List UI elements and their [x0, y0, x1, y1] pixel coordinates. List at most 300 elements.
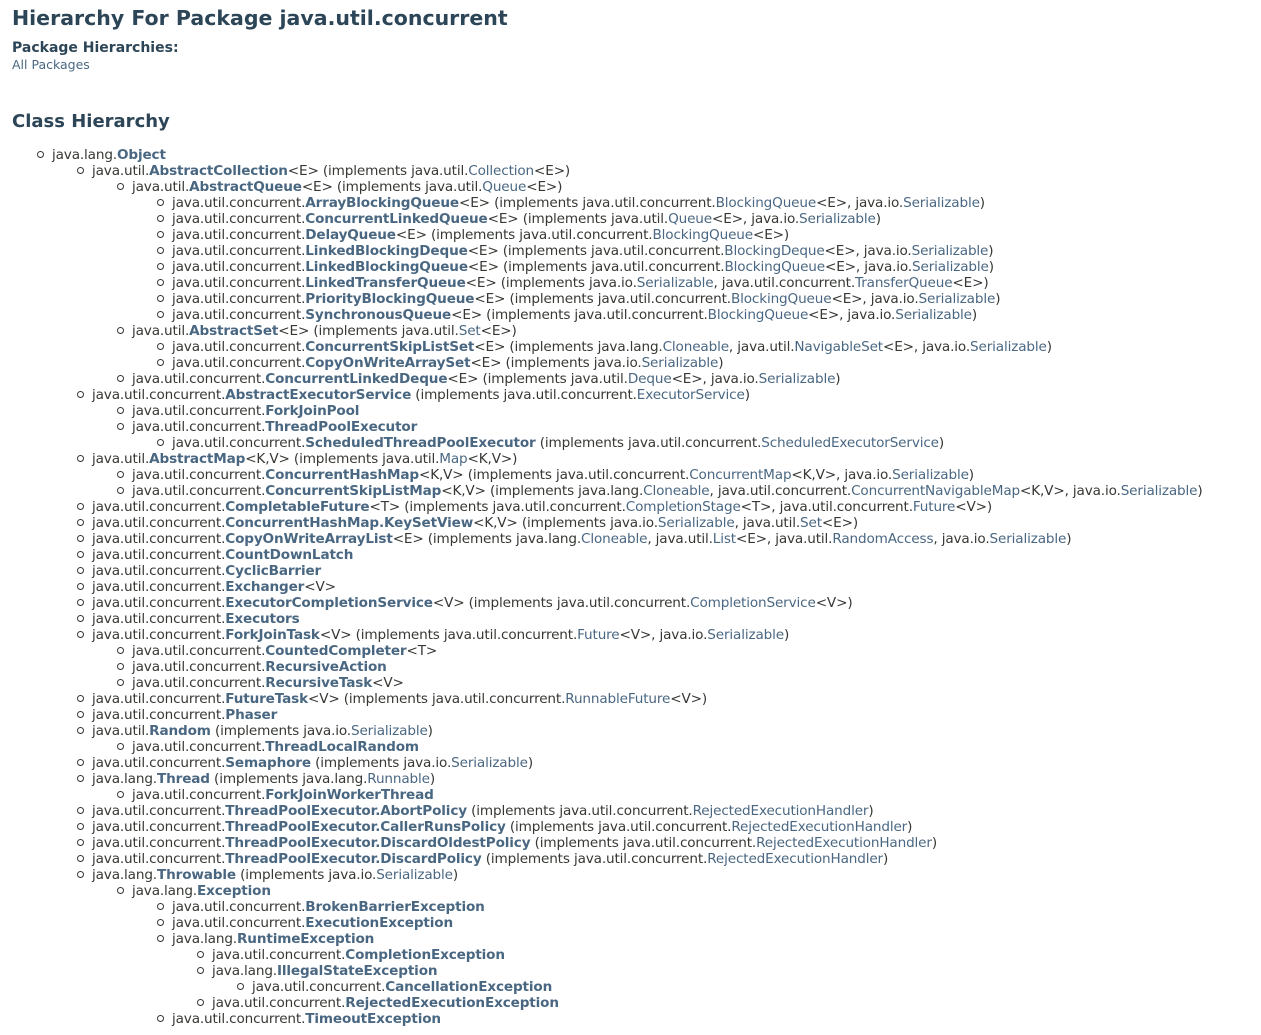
hierarchy-entry	[92, 579, 336, 595]
interface-link[interactable]: Serializable	[657, 515, 735, 531]
interface-link[interactable]: Serializable	[376, 867, 453, 883]
class-link[interactable]: SynchronousQueue	[305, 307, 452, 323]
class-link[interactable]: PriorityBlockingQueue	[305, 291, 475, 307]
class-link[interactable]: ExecutorCompletionService	[225, 595, 433, 611]
text-fragment: java.lang.	[212, 963, 277, 979]
text-fragment: java.util.concurrent.	[92, 627, 226, 643]
text-fragment: (implements java.util.concurrent.	[466, 803, 693, 819]
interface-link[interactable]: Cloneable	[662, 339, 729, 355]
interface-link[interactable]: Serializable	[799, 211, 876, 227]
interface-link[interactable]: Set	[800, 515, 822, 531]
hierarchy-row	[0, 387, 1261, 403]
interface-link[interactable]: RunnableFuture	[565, 691, 671, 707]
text-fragment: )	[971, 307, 978, 323]
text-fragment: <V>)	[670, 691, 708, 707]
text-fragment: java.util.	[92, 163, 150, 179]
text-fragment: (implements java.util.concurrent.	[411, 387, 637, 403]
class-link[interactable]: ConcurrentLinkedDeque	[265, 371, 448, 387]
text-fragment: <E> (implements java.lang.	[392, 531, 581, 547]
bullet-icon	[77, 759, 84, 766]
bullet-icon	[157, 215, 164, 222]
all-packages-link[interactable]: All Packages	[12, 57, 90, 72]
text-fragment: , java.util.concurrent.	[713, 275, 856, 291]
class-link[interactable]: ConcurrentLinkedQueue	[305, 211, 488, 227]
hierarchy-entry	[172, 915, 453, 931]
bullet-icon	[77, 519, 84, 526]
hierarchy-row	[0, 451, 1261, 467]
bullet-icon	[77, 599, 84, 606]
text-fragment: <E> (implements java.util.concurrent.	[458, 195, 716, 211]
hierarchy-row	[0, 707, 1261, 723]
hierarchy-row	[0, 291, 1261, 307]
bullet-icon	[77, 615, 84, 622]
class-link[interactable]: IllegalStateException	[276, 963, 438, 979]
text-fragment: <K,V> (implements java.util.	[245, 451, 440, 467]
hierarchy-entry	[132, 483, 1203, 499]
hierarchy-entry	[132, 371, 840, 387]
hierarchy-row	[0, 979, 1261, 995]
interface-link[interactable]: Serializable	[1120, 483, 1198, 499]
text-fragment: java.util.concurrent.	[172, 899, 306, 915]
text-fragment: java.util.concurrent.	[92, 499, 226, 515]
hierarchy-entry	[172, 291, 1000, 307]
class-link[interactable]: Throwable	[156, 867, 236, 883]
bullet-icon	[117, 647, 124, 654]
text-fragment: <E>, java.util.	[735, 531, 833, 547]
text-fragment: java.util.concurrent.	[92, 835, 226, 851]
text-fragment: java.util.concurrent.	[132, 419, 266, 435]
text-fragment: java.util.concurrent.	[132, 483, 266, 499]
interface-link[interactable]: Deque	[627, 371, 672, 387]
hierarchy-entry	[132, 403, 359, 419]
text-fragment: java.util.concurrent.	[212, 995, 346, 1011]
hierarchy-row	[0, 323, 1261, 339]
hierarchy-entry	[172, 195, 985, 211]
text-fragment: )	[1197, 483, 1203, 499]
class-link[interactable]: CopyOnWriteArraySet	[305, 355, 471, 371]
bullet-icon	[197, 967, 204, 974]
interface-link[interactable]: Future	[577, 627, 620, 643]
interface-link[interactable]: CompletionService	[690, 595, 816, 611]
text-fragment: (implements java.io.	[235, 867, 377, 883]
hierarchy-entry	[172, 355, 723, 371]
interface-link[interactable]: Set	[458, 323, 481, 339]
class-link[interactable]: CancellationException	[385, 979, 553, 995]
hierarchy-row	[0, 995, 1261, 1011]
interface-link[interactable]: Future	[912, 499, 956, 515]
text-fragment: <E>)	[821, 515, 858, 531]
hierarchy-entry	[172, 227, 789, 243]
hierarchy-row	[0, 643, 1261, 659]
class-link[interactable]: Random	[149, 723, 211, 739]
interface-link[interactable]: RejectedExecutionHandler	[731, 819, 908, 835]
text-fragment: <V>	[304, 579, 336, 595]
text-fragment: java.util.concurrent.	[92, 547, 226, 563]
hierarchy-entry	[92, 547, 353, 563]
class-link[interactable]: AbstractMap	[149, 451, 246, 467]
text-fragment: <E>)	[752, 227, 790, 243]
hierarchy-entry	[132, 883, 271, 899]
hierarchy-entry	[92, 563, 321, 579]
interface-link[interactable]: ConcurrentMap	[689, 467, 792, 483]
hierarchy-entry	[252, 979, 552, 995]
class-link[interactable]: RecursiveTask	[265, 675, 373, 691]
hierarchy-row	[0, 259, 1261, 275]
hierarchy-entry	[92, 531, 1071, 547]
class-link[interactable]: ConcurrentSkipListSet	[305, 339, 475, 355]
text-fragment: <T>	[406, 643, 438, 659]
text-fragment: <V>, java.io.	[619, 627, 708, 643]
hierarchy-row	[0, 627, 1261, 643]
text-fragment: <E> (implements java.util.concurrent.	[467, 243, 725, 259]
hierarchy-row	[0, 563, 1261, 579]
text-fragment: )	[907, 819, 913, 835]
class-link[interactable]: CyclicBarrier	[225, 563, 322, 579]
text-fragment: )	[931, 835, 937, 851]
class-link[interactable]: Phaser	[225, 707, 278, 723]
text-fragment: java.lang.	[132, 883, 197, 899]
hierarchy-entry	[132, 467, 974, 483]
interface-link[interactable]: Cloneable	[581, 531, 648, 547]
text-fragment: java.lang.	[52, 147, 117, 163]
class-link[interactable]: LinkedBlockingQueue	[305, 259, 468, 275]
text-fragment: java.util.concurrent.	[132, 403, 266, 419]
text-fragment: <V>)	[815, 595, 853, 611]
class-link[interactable]: AbstractSet	[189, 323, 279, 339]
interface-link[interactable]: RejectedExecutionHandler	[692, 803, 869, 819]
text-fragment: (implements java.io.	[210, 723, 351, 739]
interface-link[interactable]: Map	[439, 451, 468, 467]
hierarchy-row	[0, 771, 1261, 787]
class-link[interactable]: ThreadPoolExecutor	[265, 419, 418, 435]
bullet-icon	[157, 359, 164, 366]
interface-link[interactable]: RandomAccess	[832, 531, 934, 547]
text-fragment: java.util.concurrent.	[92, 595, 226, 611]
bullet-icon	[197, 951, 204, 958]
bullet-icon	[237, 983, 244, 990]
text-fragment: java.util.concurrent.	[92, 531, 226, 547]
text-fragment: )	[995, 291, 1001, 307]
bullet-icon	[157, 263, 164, 270]
interface-link[interactable]: Runnable	[367, 771, 430, 787]
hierarchy-entry	[172, 435, 944, 451]
class-link[interactable]: CompletableFuture	[225, 499, 370, 515]
interface-link[interactable]: Serializable	[451, 755, 528, 771]
hierarchy-entry	[212, 963, 437, 979]
hierarchy-entry	[132, 739, 419, 755]
bullet-icon	[117, 663, 124, 670]
text-fragment: <K,V> (implements java.io.	[473, 515, 658, 531]
bullet-icon	[117, 679, 124, 686]
text-fragment: )	[429, 771, 436, 787]
interface-link[interactable]: Serializable	[903, 195, 980, 211]
bullet-icon	[157, 919, 164, 926]
bullet-icon	[77, 775, 84, 782]
bullet-icon	[77, 807, 84, 814]
hierarchy-row	[0, 179, 1261, 195]
class-link[interactable]: RejectedExecutionException	[345, 995, 559, 1011]
hierarchy-row	[0, 659, 1261, 675]
hierarchy-row	[0, 499, 1261, 515]
text-fragment: java.util.concurrent.	[172, 435, 306, 451]
bullet-icon	[77, 855, 84, 862]
text-fragment: <E> (implements java.util.	[447, 371, 628, 387]
text-fragment: java.util.concurrent.	[132, 643, 266, 659]
class-link[interactable]: RuntimeException	[236, 931, 375, 947]
interface-link[interactable]: Serializable	[641, 355, 719, 371]
bullet-icon	[77, 535, 84, 542]
interface-link[interactable]: Serializable	[892, 467, 969, 483]
interface-link[interactable]: RejectedExecutionHandler	[707, 851, 883, 867]
interface-link[interactable]: Serializable	[350, 723, 428, 739]
text-fragment: <E>)	[480, 323, 517, 339]
text-fragment: java.util.concurrent.	[92, 579, 226, 595]
interface-link[interactable]: BlockingQueue	[724, 259, 825, 275]
class-link[interactable]: ConcurrentHashMap	[265, 467, 419, 483]
bullet-icon	[77, 871, 84, 878]
text-fragment: )	[427, 723, 433, 739]
text-fragment: java.util.concurrent.	[172, 227, 306, 243]
hierarchy-row	[0, 403, 1261, 419]
interface-link[interactable]: Collection	[468, 163, 535, 179]
interface-link[interactable]: ConcurrentNavigableMap	[851, 483, 1020, 499]
text-fragment: )	[882, 851, 889, 867]
text-fragment: <K,V>, java.io.	[791, 467, 893, 483]
bullet-icon	[117, 327, 124, 334]
hierarchy-entry	[92, 163, 570, 179]
interface-link[interactable]: Queue	[482, 179, 527, 195]
text-fragment: <E> (implements java.util.	[287, 163, 469, 179]
hierarchy-entry	[92, 691, 707, 707]
class-link[interactable]: ThreadPoolExecutor.DiscardOldestPolicy	[225, 835, 531, 851]
hierarchy-row	[0, 851, 1261, 867]
class-link[interactable]: AbstractExecutorService	[225, 387, 412, 403]
class-link[interactable]: Thread	[156, 771, 210, 787]
class-link[interactable]: Object	[116, 147, 166, 163]
hierarchy-row	[0, 515, 1261, 531]
hierarchy-entry	[212, 947, 505, 963]
class-hierarchy-title: Class Hierarchy	[12, 111, 170, 132]
hierarchy-entry	[172, 931, 374, 947]
text-fragment: )	[868, 803, 874, 819]
hierarchy-row	[0, 755, 1261, 771]
hierarchy-entry	[172, 243, 993, 259]
class-link[interactable]: ThreadLocalRandom	[265, 739, 419, 755]
hierarchy-entry	[92, 499, 992, 515]
interface-link[interactable]: TransferQueue	[855, 275, 953, 291]
text-fragment: (implements java.util.concurrent.	[481, 851, 708, 867]
hierarchy-entry	[132, 323, 517, 339]
class-link[interactable]: ArrayBlockingQueue	[305, 195, 459, 211]
class-link[interactable]: ExecutionException	[305, 915, 453, 931]
class-link[interactable]: CopyOnWriteArrayList	[225, 531, 393, 547]
text-fragment: <E>, java.io.	[824, 259, 913, 275]
class-link[interactable]: ForkJoinTask	[225, 627, 320, 643]
class-link[interactable]: CountedCompleter	[265, 643, 407, 659]
class-link[interactable]: Exception	[196, 883, 271, 899]
text-fragment: (implements java.io.	[310, 755, 452, 771]
interface-link[interactable]: Serializable	[636, 275, 714, 291]
class-link[interactable]: ConcurrentHashMap.KeySetView	[225, 515, 474, 531]
interface-link[interactable]: Serializable	[758, 371, 836, 387]
text-fragment: <V> (implements java.util.concurrent.	[319, 627, 578, 643]
class-link[interactable]: ThreadPoolExecutor.DiscardPolicy	[225, 851, 482, 867]
interface-link[interactable]: Serializable	[707, 627, 784, 643]
text-fragment: java.util.concurrent.	[212, 947, 346, 963]
hierarchy-entry	[172, 339, 1052, 355]
class-link[interactable]: AbstractQueue	[189, 179, 302, 195]
interface-link[interactable]: Serializable	[918, 291, 996, 307]
class-link[interactable]: FutureTask	[225, 691, 308, 707]
hierarchy-row	[0, 835, 1261, 851]
text-fragment: <E> (implements java.util.concurrent.	[451, 307, 708, 323]
text-fragment: <T>, java.util.concurrent.	[740, 499, 913, 515]
text-fragment: <K,V> (implements java.util.concurrent.	[418, 467, 690, 483]
interface-link[interactable]: BlockingQueue	[707, 307, 809, 323]
interface-link[interactable]: Serializable	[912, 259, 989, 275]
hierarchy-entry	[92, 387, 750, 403]
hierarchy-row	[0, 243, 1261, 259]
class-link[interactable]: DelayQueue	[305, 227, 396, 243]
text-fragment: java.util.concurrent.	[92, 707, 226, 723]
text-fragment: (implements java.util.concurrent.	[535, 435, 762, 451]
text-fragment: (implements java.lang.	[209, 771, 368, 787]
hierarchy-row	[0, 483, 1261, 499]
class-link[interactable]: Executors	[225, 611, 300, 627]
class-hierarchy-tree	[0, 147, 1261, 1027]
text-fragment: <E> (implements java.util.concurrent.	[467, 259, 725, 275]
hierarchy-entry	[212, 995, 559, 1011]
hierarchy-row	[0, 947, 1261, 963]
class-link[interactable]: ThreadPoolExecutor.CallerRunsPolicy	[225, 819, 506, 835]
interface-link[interactable]: Serializable	[989, 531, 1067, 547]
class-link[interactable]: BrokenBarrierException	[305, 899, 485, 915]
text-fragment: java.util.	[132, 179, 190, 195]
class-link[interactable]: TimeoutException	[305, 1011, 441, 1027]
bullet-icon	[77, 839, 84, 846]
text-fragment: java.util.concurrent.	[92, 387, 226, 403]
interface-link[interactable]: List	[712, 531, 736, 547]
class-link[interactable]: ConcurrentSkipListMap	[265, 483, 442, 499]
bullet-icon	[77, 455, 84, 462]
text-fragment: <E>, java.io.	[808, 307, 896, 323]
bullet-icon	[37, 151, 44, 158]
class-link[interactable]: ForkJoinPool	[265, 403, 360, 419]
text-fragment: <K,V> (implements java.lang.	[441, 483, 644, 499]
hierarchy-row	[0, 467, 1261, 483]
text-fragment: <E>)	[526, 179, 563, 195]
class-link[interactable]: CountDownLatch	[225, 547, 354, 563]
class-link[interactable]: AbstractCollection	[149, 163, 288, 179]
interface-link[interactable]: RejectedExecutionHandler	[756, 835, 932, 851]
bullet-icon	[117, 423, 124, 430]
hierarchy-entry	[92, 803, 874, 819]
package-hierarchies-label: Package Hierarchies:	[12, 40, 179, 56]
text-fragment: <K,V>)	[467, 451, 518, 467]
text-fragment: <E>)	[534, 163, 571, 179]
text-fragment: java.util.concurrent.	[172, 1011, 306, 1027]
interface-link[interactable]: CompletionStage	[625, 499, 741, 515]
text-fragment: java.util.concurrent.	[92, 803, 226, 819]
hierarchy-entry	[92, 627, 789, 643]
text-fragment: java.util.concurrent.	[132, 467, 266, 483]
hierarchy-row	[0, 883, 1261, 899]
hierarchy-row	[0, 195, 1261, 211]
bullet-icon	[77, 823, 84, 830]
class-link[interactable]: LinkedTransferQueue	[305, 275, 466, 291]
text-fragment: <E> (implements java.util.	[278, 323, 459, 339]
text-fragment: java.util.concurrent.	[172, 211, 306, 227]
bullet-icon	[77, 567, 84, 574]
text-fragment: )	[938, 435, 945, 451]
interface-link[interactable]: Serializable	[911, 243, 989, 259]
hierarchy-entry	[172, 1011, 441, 1027]
interface-link[interactable]: Serializable	[895, 307, 972, 323]
text-fragment: java.util.concurrent.	[172, 339, 306, 355]
class-link[interactable]: ThreadPoolExecutor.AbortPolicy	[225, 803, 467, 819]
text-fragment: java.util.	[132, 323, 190, 339]
class-link[interactable]: ForkJoinWorkerThread	[265, 787, 434, 803]
text-fragment: java.util.concurrent.	[92, 819, 226, 835]
text-fragment: java.lang.	[172, 931, 237, 947]
hierarchy-row	[0, 211, 1261, 227]
bullet-icon	[117, 407, 124, 414]
interface-link[interactable]: BlockingDeque	[724, 243, 825, 259]
bullet-icon	[77, 391, 84, 398]
text-fragment: java.util.concurrent.	[92, 691, 226, 707]
interface-link[interactable]: ExecutorService	[636, 387, 745, 403]
class-link[interactable]: LinkedBlockingDeque	[305, 243, 468, 259]
hierarchy-row	[0, 339, 1261, 355]
hierarchy-row	[0, 723, 1261, 739]
hierarchy-row	[0, 915, 1261, 931]
text-fragment: , java.util.	[728, 339, 795, 355]
text-fragment: )	[527, 755, 533, 771]
hierarchy-entry	[92, 835, 937, 851]
bullet-icon	[157, 199, 164, 206]
interface-link[interactable]: BlockingQueue	[730, 291, 832, 307]
class-link[interactable]: RecursiveAction	[265, 659, 387, 675]
bullet-icon	[157, 279, 164, 286]
text-fragment: <E>, java.io.	[831, 291, 919, 307]
hierarchy-row	[0, 899, 1261, 915]
class-link[interactable]: CompletionException	[345, 947, 505, 963]
text-fragment: )	[452, 867, 459, 883]
interface-link[interactable]: ScheduledExecutorService	[761, 435, 939, 451]
bullet-icon	[117, 743, 124, 750]
text-fragment: java.util.concurrent.	[92, 563, 226, 579]
text-fragment: , java.io.	[933, 531, 990, 547]
hierarchy-entry	[92, 771, 435, 787]
interface-link[interactable]: BlockingQueue	[652, 227, 753, 243]
interface-link[interactable]: BlockingQueue	[715, 195, 817, 211]
interface-link[interactable]: NavigableSet	[794, 339, 883, 355]
class-link[interactable]: ScheduledThreadPoolExecutor	[305, 435, 536, 451]
class-link[interactable]: Exchanger	[225, 579, 305, 595]
hierarchy-entry	[172, 259, 994, 275]
bullet-icon	[197, 999, 204, 1006]
hierarchy-entry	[92, 755, 533, 771]
text-fragment: <V>	[372, 675, 404, 691]
hierarchy-entry	[132, 179, 562, 195]
class-link[interactable]: Semaphore	[225, 755, 311, 771]
interface-link[interactable]: Cloneable	[643, 483, 710, 499]
interface-link[interactable]: Serializable	[970, 339, 1047, 355]
page-title: Hierarchy For Package java.util.concurrent	[12, 6, 508, 30]
interface-link[interactable]: Queue	[668, 211, 712, 227]
bullet-icon	[157, 903, 164, 910]
text-fragment: <E> (implements java.lang.	[474, 339, 663, 355]
